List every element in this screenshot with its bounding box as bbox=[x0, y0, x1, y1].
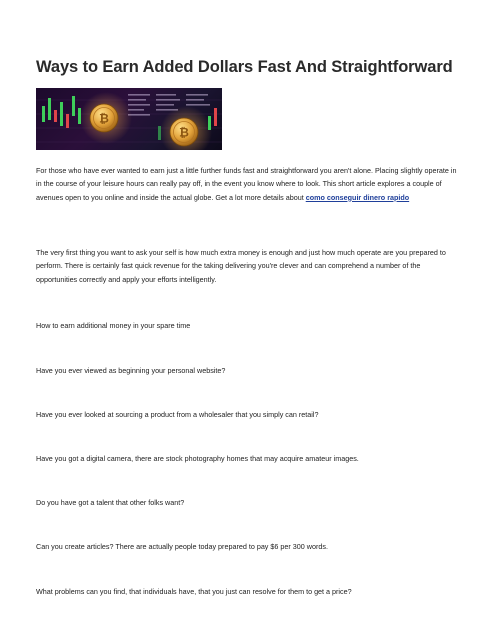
intro-text: For those who have ever wanted to earn just a little further funds fast and straightforward you aren't alone. Placing slightly operate in in the course of your leisure hours can really pay off, in the event you know where to look. This short article explores a couple of avenues open to you online and inside the actual globe. Get a lot more details about bbox=[36, 166, 457, 202]
bitcoin-coins-chart-image bbox=[36, 88, 222, 150]
inline-link[interactable]: como conseguir dinero rapido bbox=[305, 192, 410, 202]
text-line: Have you ever viewed as beginning your personal website? bbox=[36, 366, 226, 375]
body-paragraph: The very first thing you want to ask your self is how much extra money is enough and just how much operate are you prepared to perform. There is certainly fast quick revenue for the taking delivering you're clever and can comprehend a number of the opportunities correctly and apply your efforts intelligently. bbox=[36, 248, 446, 284]
intro-paragraph bbox=[36, 164, 460, 204]
text-line: Have you got a digital camera, there are stock photography homes that may acquire amateur images. bbox=[36, 454, 359, 463]
text-line: Do you have got a talent that other folks want? bbox=[36, 498, 185, 507]
text-line: How to earn additional money in your spare time bbox=[36, 321, 191, 330]
text-line: Have you ever looked at sourcing a product from a wholesaler that you simply can retail? bbox=[36, 410, 319, 419]
text-line: Can you create articles? There are actually people today prepared to pay $6 per 300 words. bbox=[36, 542, 328, 551]
text-line: What problems can you find, that individuals have, that you just can resolve for them to get a price? bbox=[36, 587, 352, 596]
svg-text:₿: ₿ bbox=[99, 111, 109, 126]
page-title: Ways to Earn Added Dollars Fast And Straightforward bbox=[36, 58, 453, 76]
hero-illustration bbox=[36, 88, 222, 150]
svg-text:₿: ₿ bbox=[179, 125, 189, 140]
